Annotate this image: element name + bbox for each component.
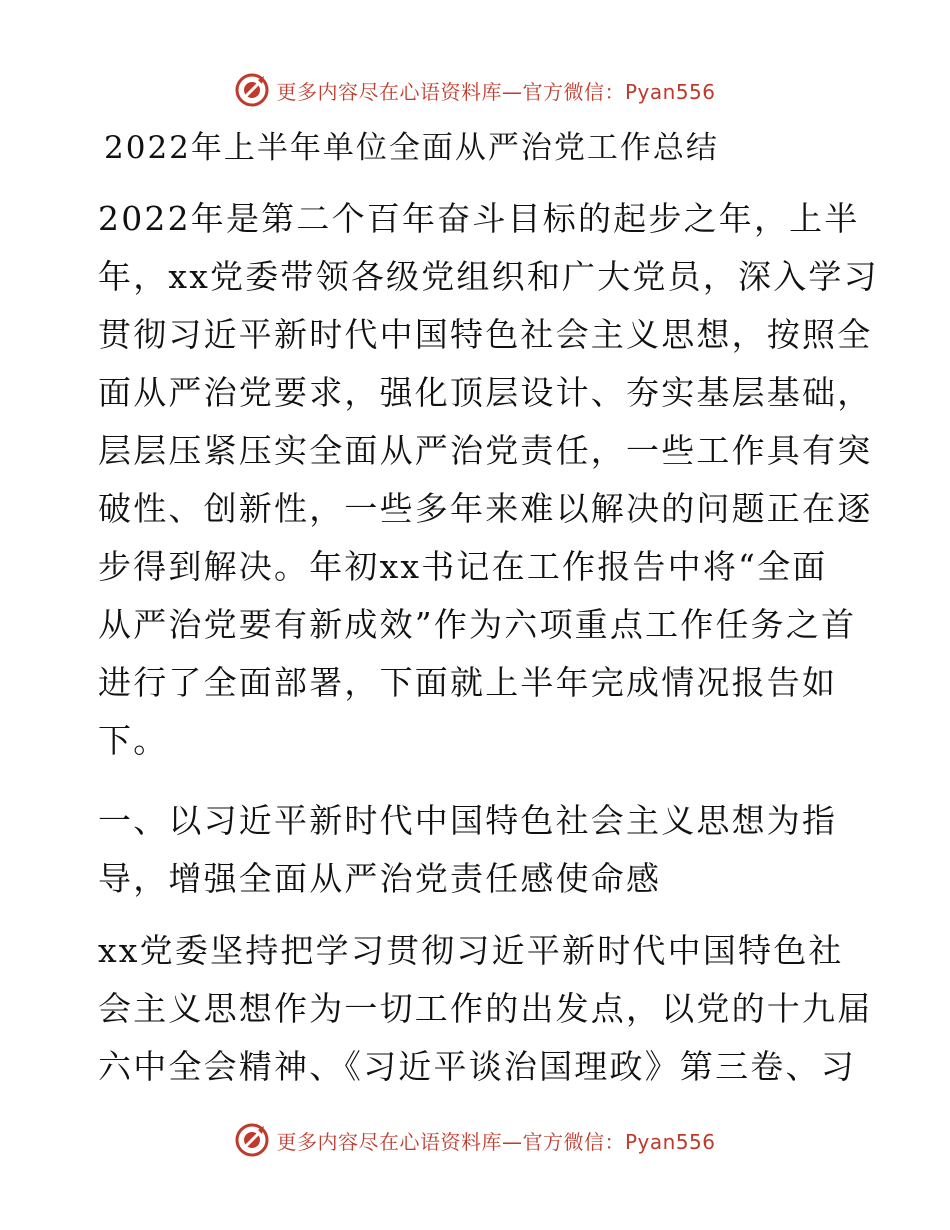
heading-line: 一、以习近平新时代中国特色社会主义思想为指 (98, 801, 838, 840)
text-line: 下。 (98, 721, 169, 760)
text-line: 2022年是第二个百年奋斗目标的起步之年，上半 (98, 199, 860, 238)
text-line: 层层压紧压实全面从严治党责任，一些工作具有突 (98, 431, 873, 470)
text-line: 步得到解决。年初xx书记在工作报告中将“全面 (98, 547, 828, 586)
watermark-text: 更多内容尽在心语资料库—官方微信：Pyan556 (276, 1129, 716, 1154)
wechat-id: Pyan556 (624, 79, 716, 104)
watermark-group (234, 72, 715, 108)
text-line: 进行了全面部署，下面就上半年完成情况报告如 (98, 663, 838, 702)
header-watermark (0, 68, 950, 112)
text-line: 面从严治党要求，强化顶层设计、夯实基层基础， (98, 373, 873, 412)
paragraph-body (98, 922, 873, 1096)
brand-logo-icon (234, 1122, 270, 1158)
text-line: xx党委坚持把学习贯彻习近平新时代中国特色社 (98, 931, 844, 970)
watermark-text: 更多内容尽在心语资料库—官方微信：Pyan556 (276, 79, 716, 104)
brand-logo-icon (234, 72, 270, 108)
text-line: 从严治党要有新成效”作为六项重点工作任务之首 (98, 605, 857, 644)
footer-watermark (0, 1118, 950, 1162)
watermark-group (234, 1122, 715, 1158)
text-line: 破性、创新性，一些多年来难以解决的问题正在逐 (98, 489, 873, 528)
heading-line: 导，增强全面从严治党责任感使命感 (98, 859, 662, 898)
text-line: 会主义思想作为一切工作的出发点，以党的十九届 (98, 989, 873, 1028)
text-line: 六中全会精神、《习近平谈治国理政》第三卷、习 (98, 1047, 856, 1086)
section-heading (98, 792, 858, 908)
text-line: 贯彻习近平新时代中国特色社会主义思想，按照全 (98, 315, 873, 354)
text-line: 年，xx党委带领各级党组织和广大党员，深入学习 (98, 257, 879, 296)
document-title: 2022年上半年单位全面从严治党工作总结 (104, 130, 719, 166)
paragraph-intro (98, 190, 879, 770)
wechat-id: Pyan556 (624, 1129, 716, 1154)
